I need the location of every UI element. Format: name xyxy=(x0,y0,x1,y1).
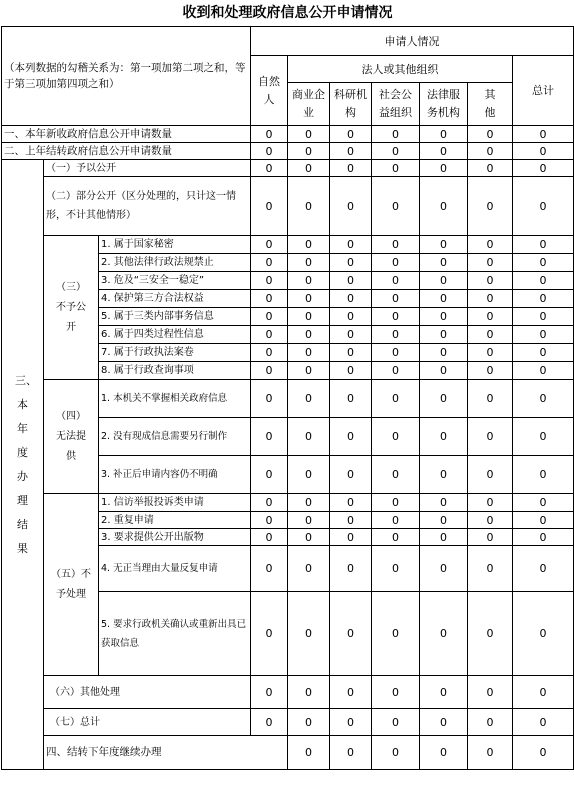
cell-value: 0 xyxy=(330,529,372,546)
cell-value: 0 xyxy=(468,456,513,494)
row-label: 5. 属于三类内部事务信息 xyxy=(99,308,251,326)
cell-value: 0 xyxy=(251,529,288,546)
row-label: 1. 属于国家秘密 xyxy=(99,236,251,254)
cell-value: 0 xyxy=(330,326,372,344)
cell-value: 0 xyxy=(251,143,288,160)
cell-value: 0 xyxy=(288,326,330,344)
cell-value: 0 xyxy=(513,494,574,512)
cell-value: 0 xyxy=(420,254,468,272)
cell-value: 0 xyxy=(468,326,513,344)
cell-value: 0 xyxy=(420,418,468,456)
cell-value: 0 xyxy=(420,736,468,770)
cell-value: 0 xyxy=(372,254,420,272)
cell-value: 0 xyxy=(372,380,420,418)
cell-value: 0 xyxy=(513,177,574,236)
cell-value: 0 xyxy=(288,380,330,418)
cell-value: 0 xyxy=(420,177,468,236)
cell-value: 0 xyxy=(513,344,574,362)
cell-value: 0 xyxy=(420,344,468,362)
row-label: 二、上年结转政府信息公开申请数量 xyxy=(2,143,251,160)
cell-value: 0 xyxy=(420,456,468,494)
cell-value: 0 xyxy=(288,362,330,380)
cell-value: 0 xyxy=(288,592,330,676)
group-label: （五）不予处理 xyxy=(44,494,99,676)
cell-value: 0 xyxy=(372,529,420,546)
cell-value: 0 xyxy=(288,272,330,290)
section-three-label: 三、本年度办理结果 xyxy=(2,160,44,770)
cell-value: 0 xyxy=(372,143,420,160)
cell-value: 0 xyxy=(288,736,330,770)
cell-value: 0 xyxy=(251,546,288,592)
cell-value: 0 xyxy=(330,254,372,272)
cell-value: 0 xyxy=(330,592,372,676)
cell-value: 0 xyxy=(251,344,288,362)
cell-value: 0 xyxy=(468,143,513,160)
cell-value: 0 xyxy=(513,546,574,592)
cell-value: 0 xyxy=(513,126,574,143)
header-social: 社会公益组织 xyxy=(372,83,420,126)
cell-value: 0 xyxy=(288,177,330,236)
cell-value: 0 xyxy=(468,512,513,529)
cell-value: 0 xyxy=(372,236,420,254)
cell-value: 0 xyxy=(468,126,513,143)
cell-value: 0 xyxy=(288,254,330,272)
row-label: 一、本年新收政府信息公开申请数量 xyxy=(2,126,251,143)
cell-value: 0 xyxy=(330,272,372,290)
cell-value: 0 xyxy=(251,592,288,676)
cell-value: 0 xyxy=(420,126,468,143)
cell-value: 0 xyxy=(420,272,468,290)
header-natural-person: 自然人 xyxy=(251,56,288,126)
cell-value: 0 xyxy=(420,512,468,529)
cell-value: 0 xyxy=(468,546,513,592)
row-label: 1. 信访举报投诉类申请 xyxy=(99,494,251,512)
cell-value: 0 xyxy=(288,308,330,326)
header-legal-service: 法律服务机构 xyxy=(420,83,468,126)
cell-value: 0 xyxy=(513,362,574,380)
cell-value: 0 xyxy=(513,160,574,177)
cell-value: 0 xyxy=(288,143,330,160)
cell-value: 0 xyxy=(420,326,468,344)
row-label: 7. 属于行政执法案卷 xyxy=(99,344,251,362)
cell-value: 0 xyxy=(372,326,420,344)
cell-value: 0 xyxy=(513,592,574,676)
cell-value: 0 xyxy=(330,676,372,709)
cell-value: 0 xyxy=(330,344,372,362)
cell-value: 0 xyxy=(372,272,420,290)
cell-value: 0 xyxy=(468,592,513,676)
cell-value: 0 xyxy=(372,362,420,380)
cell-value: 0 xyxy=(288,418,330,456)
cell-value: 0 xyxy=(468,736,513,770)
cell-value: 0 xyxy=(468,418,513,456)
header-legal-group: 法人或其他组织 xyxy=(288,56,513,83)
row-label: 2. 其他法律行政法规禁止 xyxy=(99,254,251,272)
row-label: 2. 没有现成信息需要另行制作 xyxy=(99,418,251,456)
cell-value: 0 xyxy=(288,290,330,308)
cell-value: 0 xyxy=(372,546,420,592)
cell-value: 0 xyxy=(330,143,372,160)
cell-value: 0 xyxy=(251,494,288,512)
cell-value: 0 xyxy=(372,456,420,494)
cell-value: 0 xyxy=(288,512,330,529)
cell-value: 0 xyxy=(513,308,574,326)
cell-value: 0 xyxy=(330,512,372,529)
row-label: （七）总计 xyxy=(44,709,251,736)
cell-value: 0 xyxy=(330,236,372,254)
cell-value: 0 xyxy=(251,456,288,494)
row-label: （二）部分公开（区分处理的，只计这一情形，不计其他情形） xyxy=(44,177,251,236)
cell-value: 0 xyxy=(251,177,288,236)
table-row xyxy=(2,236,574,254)
group-label: （三）不予公开 xyxy=(44,236,99,380)
cell-value: 0 xyxy=(420,290,468,308)
cell-value: 0 xyxy=(330,546,372,592)
cell-value: 0 xyxy=(288,456,330,494)
cell-value: 0 xyxy=(420,380,468,418)
cell-value: 0 xyxy=(372,160,420,177)
cell-value: 0 xyxy=(420,676,468,709)
cell-value: 0 xyxy=(468,308,513,326)
cell-value: 0 xyxy=(513,529,574,546)
cell-value: 0 xyxy=(330,290,372,308)
cell-value: 0 xyxy=(372,418,420,456)
page-title: 收到和处理政府信息公开申请情况 xyxy=(2,0,574,27)
table-row xyxy=(2,380,574,418)
cell-value: 0 xyxy=(468,160,513,177)
cell-value: 0 xyxy=(251,290,288,308)
cell-value: 0 xyxy=(251,362,288,380)
cell-value: 0 xyxy=(330,494,372,512)
cell-value: 0 xyxy=(513,143,574,160)
cell-value: 0 xyxy=(468,380,513,418)
cell-value: 0 xyxy=(330,709,372,736)
cell-value: 0 xyxy=(513,236,574,254)
header-commercial: 商业企业 xyxy=(288,83,330,126)
cell-value: 0 xyxy=(372,290,420,308)
cell-value: 0 xyxy=(468,254,513,272)
cell-value: 0 xyxy=(420,308,468,326)
cell-value: 0 xyxy=(251,380,288,418)
cell-value: 0 xyxy=(468,290,513,308)
cell-value: 0 xyxy=(288,546,330,592)
cell-value: 0 xyxy=(420,362,468,380)
cell-value: 0 xyxy=(330,126,372,143)
cell-value: 0 xyxy=(513,709,574,736)
cell-value: 0 xyxy=(372,126,420,143)
cell-value: 0 xyxy=(251,418,288,456)
cell-value: 0 xyxy=(251,676,288,709)
table-row xyxy=(2,676,574,709)
cell-value: 0 xyxy=(468,362,513,380)
row-label: 4. 保护第三方合法权益 xyxy=(99,290,251,308)
cell-value: 0 xyxy=(420,709,468,736)
cell-value: 0 xyxy=(513,676,574,709)
row-label: 2. 重复申请 xyxy=(99,512,251,529)
cell-value: 0 xyxy=(251,126,288,143)
row-label: 3. 危及“三安全一稳定” xyxy=(99,272,251,290)
cell-value: 0 xyxy=(513,290,574,308)
row-label: 四、结转下年度继续办理 xyxy=(44,736,288,770)
cell-value: 0 xyxy=(330,160,372,177)
table-row xyxy=(2,177,574,236)
cell-value: 0 xyxy=(251,709,288,736)
cell-value: 0 xyxy=(420,494,468,512)
row-label: 3. 要求提供公开出版物 xyxy=(99,529,251,546)
cell-value: 0 xyxy=(372,308,420,326)
cell-value: 0 xyxy=(468,494,513,512)
cell-value: 0 xyxy=(513,418,574,456)
table-row xyxy=(2,160,574,177)
row-label: 3. 补正后申请内容仍不明确 xyxy=(99,456,251,494)
cell-value: 0 xyxy=(468,709,513,736)
cell-value: 0 xyxy=(251,512,288,529)
table-row xyxy=(2,494,574,512)
cell-value: 0 xyxy=(251,254,288,272)
cell-value: 0 xyxy=(251,272,288,290)
cell-value: 0 xyxy=(251,236,288,254)
cell-value: 0 xyxy=(288,676,330,709)
cell-value: 0 xyxy=(372,676,420,709)
info-disclosure-table xyxy=(1,0,574,770)
cell-value: 0 xyxy=(251,160,288,177)
cell-value: 0 xyxy=(513,326,574,344)
cell-value: 0 xyxy=(330,362,372,380)
cell-value: 0 xyxy=(420,592,468,676)
row-label: 4. 无正当理由大量反复申请 xyxy=(99,546,251,592)
cell-value: 0 xyxy=(330,177,372,236)
cell-value: 0 xyxy=(513,512,574,529)
cell-value: 0 xyxy=(513,736,574,770)
cell-value: 0 xyxy=(420,160,468,177)
cell-value: 0 xyxy=(288,126,330,143)
cell-value: 0 xyxy=(468,236,513,254)
row-label: （一）予以公开 xyxy=(44,160,251,177)
cell-value: 0 xyxy=(330,456,372,494)
header-research: 科研机构 xyxy=(330,83,372,126)
cell-value: 0 xyxy=(372,344,420,362)
cell-value: 0 xyxy=(420,546,468,592)
cell-value: 0 xyxy=(372,592,420,676)
cell-value: 0 xyxy=(251,308,288,326)
cell-value: 0 xyxy=(372,736,420,770)
cell-value: 0 xyxy=(468,344,513,362)
cell-value: 0 xyxy=(468,529,513,546)
cell-value: 0 xyxy=(372,494,420,512)
row-label: 6. 属于四类过程性信息 xyxy=(99,326,251,344)
cell-value: 0 xyxy=(420,529,468,546)
row-label: 5. 要求行政机关确认或重新出具已获取信息 xyxy=(99,592,251,676)
cell-value: 0 xyxy=(288,344,330,362)
table-row xyxy=(2,709,574,736)
cell-value: 0 xyxy=(288,529,330,546)
cell-value: 0 xyxy=(330,736,372,770)
header-applicant: 申请人情况 xyxy=(251,27,574,56)
cell-value: 0 xyxy=(468,272,513,290)
cell-value: 0 xyxy=(420,143,468,160)
header-note: （本列数据的勾稽关系为：第一项加第二项之和，等于第三项加第四项之和） xyxy=(2,27,251,126)
cell-value: 0 xyxy=(468,177,513,236)
cell-value: 0 xyxy=(468,676,513,709)
cell-value: 0 xyxy=(251,326,288,344)
row-label: （六）其他处理 xyxy=(44,676,251,709)
cell-value: 0 xyxy=(513,380,574,418)
cell-value: 0 xyxy=(372,709,420,736)
cell-value: 0 xyxy=(513,254,574,272)
table-row xyxy=(2,736,574,770)
cell-value: 0 xyxy=(420,236,468,254)
table-row xyxy=(2,126,574,143)
row-label: 8. 属于行政查询事项 xyxy=(99,362,251,380)
cell-value: 0 xyxy=(330,380,372,418)
cell-value: 0 xyxy=(513,272,574,290)
cell-value: 0 xyxy=(330,308,372,326)
cell-value: 0 xyxy=(372,177,420,236)
cell-value: 0 xyxy=(288,160,330,177)
cell-value: 0 xyxy=(330,418,372,456)
cell-value: 0 xyxy=(288,709,330,736)
cell-value: 0 xyxy=(288,494,330,512)
table-row xyxy=(2,143,574,160)
group-label: （四）无法提供 xyxy=(44,380,99,494)
row-label: 1. 本机关不掌握相关政府信息 xyxy=(99,380,251,418)
cell-value: 0 xyxy=(288,236,330,254)
cell-value: 0 xyxy=(372,512,420,529)
header-other: 其他 xyxy=(468,83,513,126)
header-total: 总计 xyxy=(513,56,574,126)
cell-value: 0 xyxy=(513,456,574,494)
